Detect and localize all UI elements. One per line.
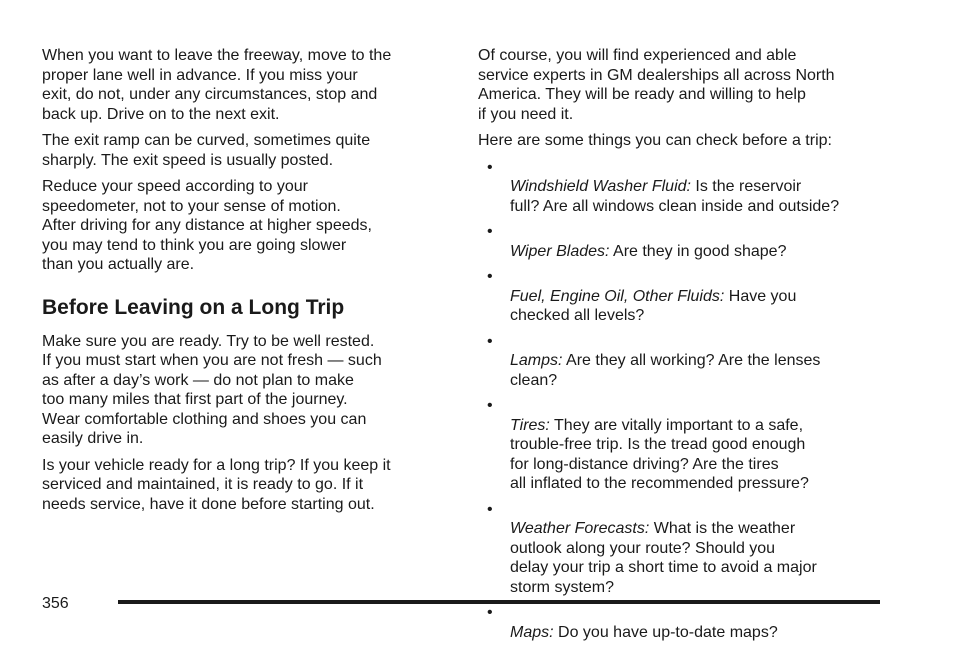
checklist-term: Wiper Blades:: [510, 242, 610, 260]
checklist-term: Lamps:: [510, 352, 563, 369]
bullet-marker: •: [487, 332, 493, 350]
checklist-text: Are they in good shape?: [609, 242, 787, 260]
checklist-term: Maps:: [510, 623, 554, 641]
list-item: [478, 222, 888, 261]
list-item: [478, 332, 888, 391]
bullet-marker: •: [487, 604, 493, 621]
trip-checklist: [478, 158, 888, 643]
checklist-text: Have you checked all levels?: [510, 287, 797, 324]
paragraph-checklist-intro: Here are some things you can check before a trip:: [478, 132, 832, 149]
paragraph-freeway-exit: When you want to leave the freeway, move to the proper lane well in advance. If you miss your exit, do not, under any circumstances, stop and back up. Drive on to the next exit.: [42, 47, 392, 123]
paragraph-reduce-speed: Reduce your speed according to your speedometer, not to your sense of motion. After driving for any distance at higher speeds, you may tend to think you are going slower than you actually are.: [42, 178, 372, 273]
paragraph-gm-dealers: Of course, you will find experienced and able service experts in GM dealerships all across North America. They will be ready and willing to help if you need it.: [478, 47, 835, 123]
list-item: [478, 267, 888, 326]
bullet-marker: •: [487, 158, 493, 176]
bullet-marker: •: [487, 397, 493, 414]
paragraph-be-ready: Make sure you are ready. Try to be well rested. If you must start when you are not fresh — such as after a day’s work — do not plan to make too many miles that first part of the journey. Wear comfortable clothing and shoes you can easily drive in.: [42, 332, 382, 447]
bullet-marker: •: [487, 223, 493, 240]
checklist-text: Do you have up-to-date maps?: [553, 623, 778, 641]
checklist-term: Weather Forecasts:: [510, 520, 650, 537]
checklist-text: What is the weather outlook along your route? Should you delay your trip a short time to avoid a major storm system?: [510, 520, 817, 596]
checklist-text: Is the reservoir full? Are all windows clean inside and outside?: [510, 178, 840, 215]
checklist-term: Fuel, Engine Oil, Other Fluids:: [510, 287, 725, 305]
checklist-text: They are vitally important to a safe, trouble-free trip. Is the tread good enough for long-distance driving? Are the tires all inflated to the recommended pressure?: [510, 416, 809, 492]
right-column: [478, 46, 888, 648]
list-item: [478, 396, 888, 494]
bullet-marker: •: [487, 500, 493, 518]
list-item: [478, 500, 888, 598]
list-item: [478, 603, 888, 642]
checklist-term: Windshield Washer Fluid:: [510, 178, 691, 195]
section-heading: Before Leaving on a Long Trip: [42, 295, 345, 319]
footer-rule: [118, 600, 880, 604]
list-item: [478, 158, 888, 217]
paragraph-exit-ramp: The exit ramp can be curved, sometimes quite sharply. The exit speed is usually posted.: [42, 132, 371, 169]
checklist-term: Tires:: [510, 416, 550, 434]
checklist-text: Are they all working? Are the lenses clean?: [510, 352, 821, 389]
paragraph-vehicle-ready: Is your vehicle ready for a long trip? If you keep it serviced and maintained, it is ready to go. If it needs service, have it done before starting out.: [42, 456, 391, 513]
page-number: 356: [42, 595, 69, 612]
bullet-marker: •: [487, 268, 493, 285]
left-column: [42, 46, 447, 521]
